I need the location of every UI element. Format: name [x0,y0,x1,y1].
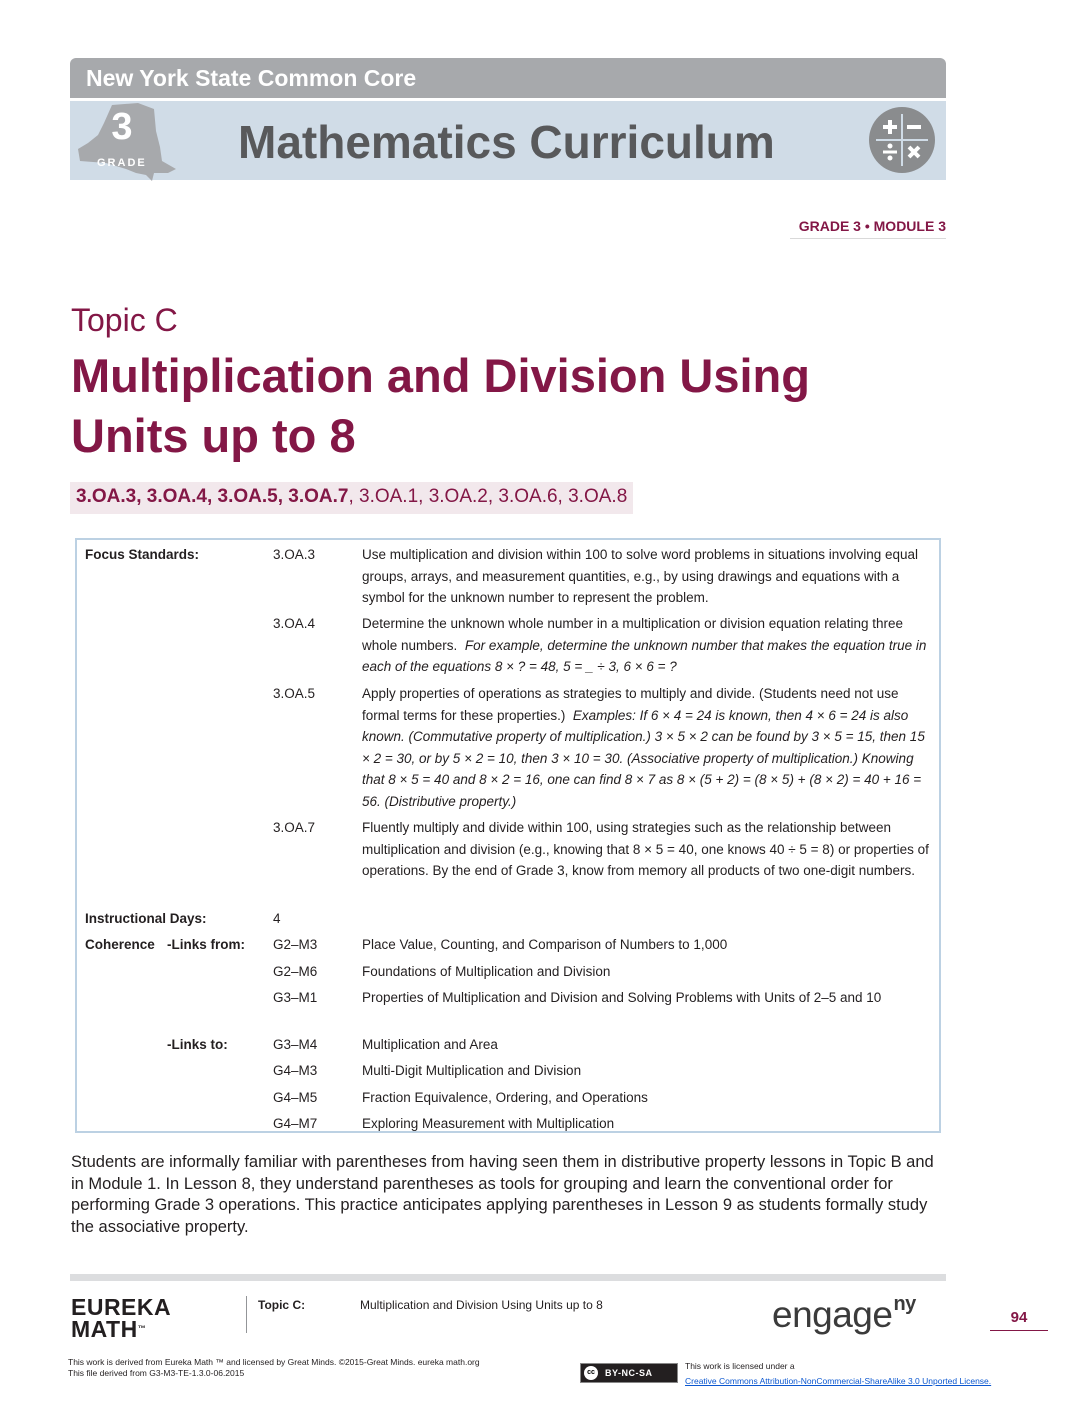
math-operations-icon [868,106,936,174]
secondary-standards: , 3.OA.1, 3.OA.2, 3.OA.6, 3.OA.8 [348,486,628,507]
instructional-days-value: 4 [273,911,281,926]
topic-label: Topic C [71,302,178,338]
footer-topic-label: Topic C: [258,1298,306,1312]
page-number-underline [990,1330,1048,1331]
page-number: 94 [1010,1309,1028,1326]
link-code: G2–M3 [273,937,318,952]
link-code: G3–M4 [273,1037,318,1052]
cc-icon: cc [584,1366,598,1380]
title-banner [70,101,946,180]
license-link[interactable]: Creative Commons Attribution-NonCommercial-ShareAlike 3.0 Unported License. [685,1376,992,1386]
standard-code: 3.OA.4 [273,616,316,631]
eureka-math-logo: EUREKA MATH™ [71,1294,172,1342]
standard-text: Apply properties of operations as strategies to multiply and divide. (Students need not use formal terms for these properties.) Examples: If 6 × 4 = 24 is known, then 4 × 6 = 24 is also known. (Commutative property of multiplication.) 3 × 5 × 2 can be found by 3 × 5 = 15, then 15 × 2 = 30, or by 5 × 2 = 10, then 3 × 10 = 30. (Associative property of multiplication.) Knowing that 8 × 5 = 40 and 8 × 2 = 16, one can find 8 × 7 as 8 × (5 + 2) = (8 × 5) + (8 × 2) = 40 + 16 = 56. (Distributive property.) [362,686,925,809]
link-text: Place Value, Counting, and Comparison of Numbers to 1,000 [362,937,728,952]
footer-separator [246,1296,247,1333]
links-from-label: -Links from: [167,937,246,952]
creative-commons-badge[interactable]: cc BY-NC-SA [580,1363,678,1383]
links-to-label: -Links to: [167,1037,228,1052]
standard-text: Fluently multiply and divide within 100, using strategies such as the relationship between multiplication and division (e.g., knowing that 8 × 5 = 40, one knows 40 ÷ 5 = 8) or properties of operations. By the end of Grade 3, know from memory all products of two one-digit numbers. [362,820,929,878]
attribution-text: This work is derived from Eureka Math ™ and licensed by Great Minds. ©2015-Great Minds. eureka math.org This file derived from G3-M3-TE-1.3.0-06.2015 [68,1357,480,1378]
link-text: Foundations of Multiplication and Division [362,964,611,979]
primary-standards: 3.OA.3, 3.OA.4, 3.OA.5, 3.OA.7 [76,486,349,507]
link-code: G4–M3 [273,1063,318,1078]
topic-title: Multiplication and Division Using Units up to 8 [71,349,810,462]
focus-standards-label: Focus Standards: [85,547,200,562]
link-code: G4–M7 [273,1116,318,1131]
link-code: G4–M5 [273,1090,318,1105]
link-code: G2–M6 [273,964,318,979]
license-text: This work is licensed under a [685,1361,795,1371]
link-text: Properties of Multiplication and Division and Solving Problems with Units of 2–5 and 10 [362,990,882,1005]
standard-code: 3.OA.7 [273,820,316,835]
module-label: GRADE 3 • MODULE 3 [798,218,946,234]
divider [790,238,946,239]
footer-divider [70,1274,946,1281]
focus-standards-table [75,538,941,1133]
link-text: Exploring Measurement with Multiplication [362,1116,615,1131]
link-text: Multi-Digit Multiplication and Division [362,1063,582,1078]
footer-topic-title: Multiplication and Division Using Units up to 8 [360,1298,603,1312]
curriculum-title: Mathematics Curriculum [238,116,775,168]
header-banner [70,58,946,98]
coherence-label: Coherence [85,937,155,952]
link-code: G3–M1 [273,990,318,1005]
topic-overview-paragraph: Students are informally familiar with parentheses from having seen them in distributive property lessons in Topic B and in Module 1. In Lesson 8, they understand parentheses as tools for grouping and learn the conventional order for performing Grade 3 operations. This practice anticipates applying parentheses in Lesson 9 as students formally study the associative property. [71,1153,934,1236]
standards-list [70,482,633,514]
standard-code: 3.OA.3 [273,547,316,562]
instructional-days-label: Instructional Days: [85,911,207,926]
link-text: Multiplication and Area [362,1037,498,1052]
standard-text: Determine the unknown whole number in a multiplication or division equation relating three whole numbers. For example, determine the unknown number that makes the equation true in each of the equations 8 × ? = 48, 5 = _ ÷ 3, 6 × 6 = ? [362,616,927,674]
link-text: Fraction Equivalence, Ordering, and Operations [362,1090,648,1105]
grade-label: GRADE [97,157,147,169]
grade-number: 3 [111,106,133,148]
standard-text: Use multiplication and division within 100 to solve word problems in situations involving equal groups, arrays, and measurement quantities, e.g., by using drawings and equations with a symbol for the unknown number to represent the problem. [362,547,919,605]
banner-subtitle: New York State Common Core [86,65,417,91]
engageny-logo: engage$^{ny}$ [772,1293,916,1335]
standard-code: 3.OA.5 [273,686,316,701]
